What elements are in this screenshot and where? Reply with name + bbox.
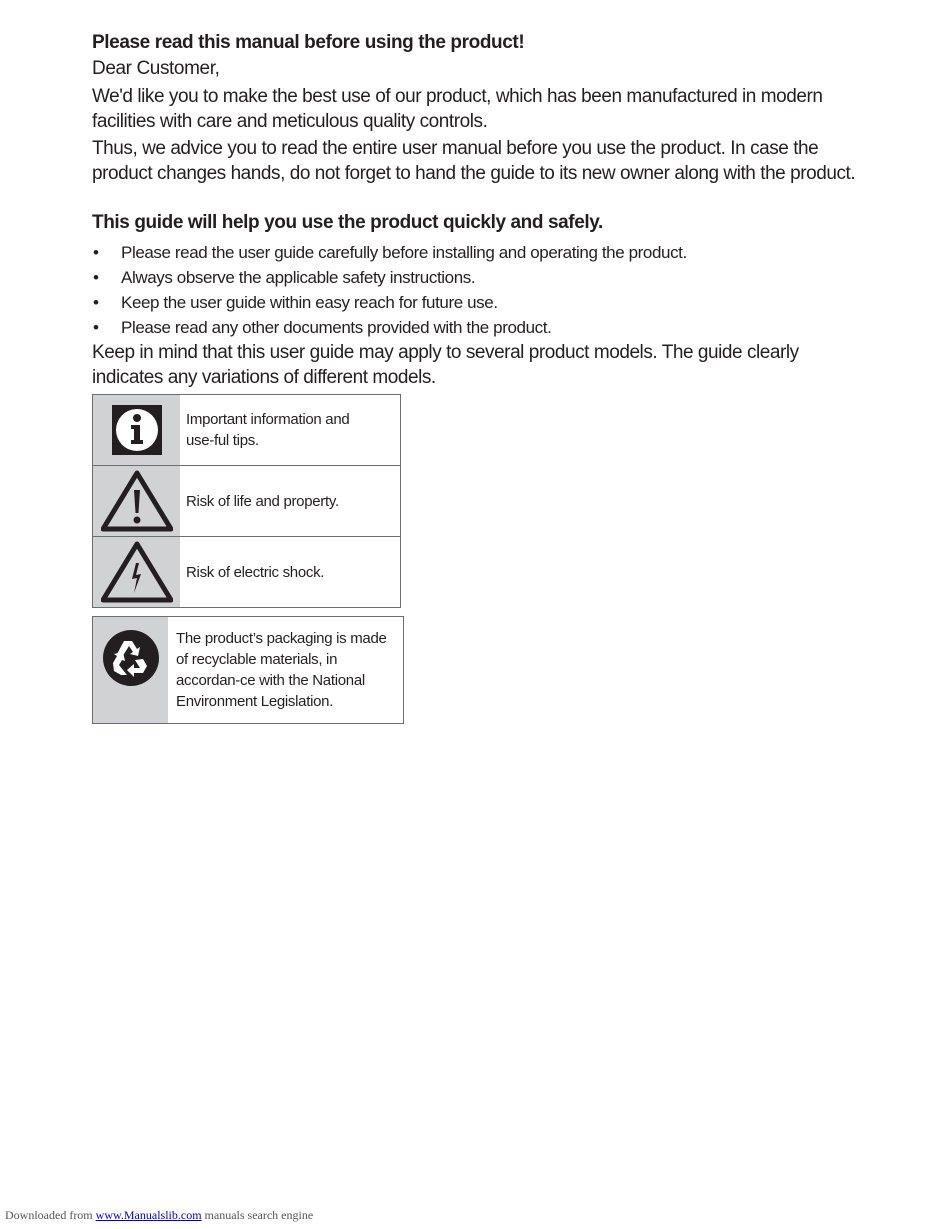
- recycle-notice: [92, 616, 404, 724]
- bullet-icon: •: [93, 243, 99, 262]
- symbol-text-info: Important information and use-ful tips.: [186, 411, 350, 449]
- symbol-row-warning: [93, 465, 400, 536]
- info-icon: [93, 395, 180, 465]
- list-item: • Always observe the applicable safety instructions.: [92, 265, 862, 290]
- intro-paragraph-2: Thus, we advice you to read the entire user manual before you use the product. In case the product changes hands, do not forget to hand the guide to its new owner along with the product.: [92, 138, 856, 184]
- bullet-icon: •: [93, 268, 99, 287]
- symbols-table: [92, 394, 401, 608]
- footer-prefix: Downloaded from: [5, 1208, 93, 1222]
- manualslib-link[interactable]: www.Manualslib.com: [95, 1208, 202, 1222]
- manual-intro: [92, 30, 862, 390]
- symbol-text-electric: Risk of electric shock.: [186, 563, 325, 581]
- models-note: Keep in mind that this user guide may apply to several product models. The guide clearly indicates any variations of different models.: [92, 342, 799, 388]
- list-item: • Please read any other documents provided with the product.: [92, 315, 862, 340]
- symbol-row-electric: [93, 536, 400, 607]
- electric-shock-icon: [93, 537, 180, 607]
- warning-icon: [93, 466, 180, 536]
- bullet-icon: •: [93, 318, 99, 337]
- recycle-icon: [93, 617, 168, 723]
- list-item: • Keep the user guide within easy reach for future use.: [92, 290, 862, 315]
- guide-bullet-list: [92, 240, 862, 340]
- bullet-icon: •: [93, 293, 99, 312]
- intro-paragraph-1: We'd like you to make the best use of our product, which has been manufactured in modern facilities with care and meticulous quality controls.: [92, 86, 823, 132]
- list-item: • Please read the user guide carefully before installing and operating the product.: [92, 240, 862, 265]
- download-footer: [5, 1208, 313, 1223]
- guide-heading: This guide will help you use the product quickly and safely.: [92, 212, 603, 233]
- greeting: Dear Customer,: [92, 58, 220, 79]
- page-title: Please read this manual before using the product!: [92, 32, 525, 53]
- recycle-text: The product’s packaging is made of recyclable materials, in accordan-ce with the National Environment Legislation.: [176, 630, 387, 710]
- footer-suffix: manuals search engine: [204, 1208, 314, 1222]
- symbol-text-warning: Risk of life and property.: [186, 492, 339, 510]
- symbol-row-info: [93, 395, 400, 465]
